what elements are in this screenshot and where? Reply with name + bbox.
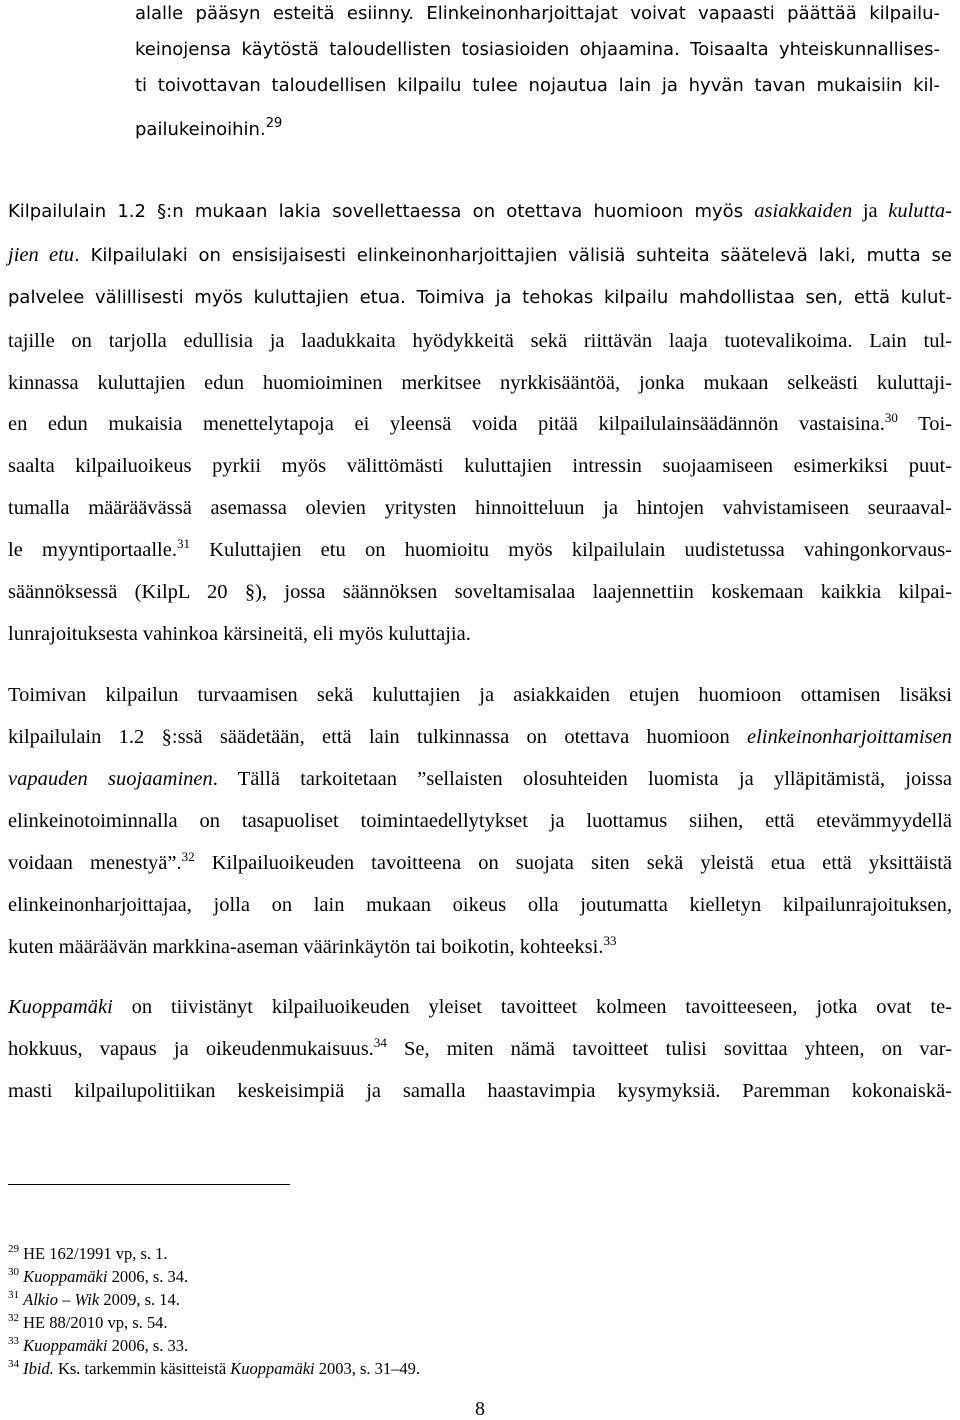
footnote-number: 34 [8, 1358, 19, 1370]
text-run: en edun mukaisia menettelytapoja ei yleensä voida pitää kilpailulainsäädännön vastaisina. [8, 413, 885, 435]
footnote-ref-30[interactable]: 30 [884, 410, 898, 425]
footnote-34 [8, 1359, 420, 1379]
paragraph-1-line-2: keinojensa käytöstä taloudellisten tosiasioiden ohjaamina. Toisaalta yhteiskunnallises- [135, 39, 940, 60]
paragraph-2-line-2 [8, 243, 952, 268]
italic-term: asiakkaiden [754, 200, 853, 222]
footnote-text: HE 88/2010 vp, s. 54. [23, 1313, 168, 1332]
paragraph-2-line-4: tajille on tarjolla edullisia ja laadukkaita hyödykkeitä sekä riittävän laaja tuotevalikoima. Lain tul- [8, 330, 952, 352]
paragraph-2-line-8: tumalla määräävässä asemassa olevien yritysten hinnoitteluun ja hintojen vahvistamiseen seuraaval- [8, 497, 952, 519]
footnote-ref-31[interactable]: 31 [176, 536, 190, 551]
footnote-number: 31 [8, 1289, 19, 1301]
paragraph-1-line-1: alalle pääsyn esteitä esiinny. Elinkeinonharjoittajat voivat vapaasti päättää kilpailu- [135, 3, 940, 24]
paragraph-3-line-1: Toimivan kilpailun turvaamisen sekä kuluttajien ja asiakkaiden etujen huomioon ottamisen lisäksi [8, 684, 952, 706]
page-number: 8 [475, 1398, 485, 1420]
footnote-text: Ks. tarkemmin käsitteistä [53, 1359, 231, 1378]
paragraph-4-line-2 [8, 1037, 952, 1061]
text-run: Kuluttajien etu on huomioitu myös kilpailulain uudistetussa vahingonkorvaus- [189, 539, 953, 561]
text-run: . Kilpailulaki on ensisijaisesti elinkeinonharjoittajien välisiä suhteita säätelevä laki, mutta se [74, 245, 952, 266]
paragraph-2-line-11: lunrajoituksesta vahinkoa kärsineitä, eli myös kuluttajia. [8, 623, 471, 645]
text-run: kuten määräävän markkina-aseman väärinkäytön tai boikotin, kohteeksi. [8, 936, 604, 958]
footnote-number: 33 [8, 1335, 19, 1347]
text-run: kilpailulain 1.2 §:ssä säädetään, että lain tulkinnassa on otettava huomioon [8, 726, 748, 748]
paragraph-3-line-4: elinkeinotoiminnalla on tasapuoliset toimintaedellytykset ja luottamus siihen, että etevämmyydellä [8, 810, 952, 832]
text-run: pailukeinoihin. [135, 119, 266, 140]
paragraph-3-line-3 [8, 767, 952, 791]
footnote-ref-33[interactable]: 33 [603, 933, 617, 948]
text-run: Kilpailuoikeuden tavoitteena on suojata siten sekä yleistä etua että yksittäistä [194, 852, 952, 874]
paragraph-2-line-6 [8, 412, 952, 436]
text-run: . Tällä tarkoitetaan ”sellaisten olosuhteiden luomista ja ylläpitämistä, joissa [212, 768, 952, 790]
paragraph-2-line-1 [8, 199, 952, 224]
italic-term: jien etu [8, 244, 75, 266]
footnote-number: 29 [8, 1243, 19, 1255]
footnote-32 [8, 1313, 168, 1333]
paragraph-2-line-9 [8, 538, 952, 562]
footnote-text: 2006, s. 33. [107, 1336, 189, 1355]
paragraph-3-line-7 [8, 935, 616, 959]
footnote-number: 32 [8, 1312, 19, 1324]
footnote-author: Kuoppamäki [23, 1336, 108, 1355]
footnote-author: Alkio – Wik [23, 1290, 100, 1309]
footnote-29 [8, 1244, 168, 1264]
italic-term: elinkeinonharjoittamisen [747, 726, 952, 748]
paragraph-3-line-6: elinkeinonharjoittajaa, jolla on lain mukaan oikeus olla joutumatta kielletyn kilpailunrajoituksen, [8, 894, 952, 916]
text-run: on tiivistänyt kilpailuoikeuden yleiset tavoitteet kolmeen tavoitteeseen, jotka ovat te- [112, 996, 952, 1018]
paragraph-2-line-10: säännöksessä (KilpL 20 §), jossa säännöksen soveltamisalaa laajennettiin koskemaan kaikkia kilpai- [8, 581, 952, 603]
footnote-ref-29[interactable]: 29 [265, 116, 283, 131]
text-run: hokkuus, vapaus ja oikeudenmukaisuus. [8, 1038, 374, 1060]
footnote-separator [8, 1184, 290, 1185]
text-run: le myyntiportaalle. [8, 539, 177, 561]
footnote-author: Ibid. [23, 1359, 54, 1378]
paragraph-3-line-2 [8, 725, 952, 749]
paragraph-1-line-3: ti toivottavan taloudellisen kilpailu tulee nojautua lain ja hyvän tavan mukaisiin kil- [135, 75, 940, 96]
paragraph-2-line-5: kinnassa kuluttajien edun huomioiminen merkitsee nyrkkisääntöä, jonka mukaan selkeästi kuluttaji- [8, 372, 952, 394]
text-run: voidaan menestyä”. [8, 852, 182, 874]
footnote-30 [8, 1267, 188, 1287]
footnote-ref-32[interactable]: 32 [181, 849, 195, 864]
text-run: Se, miten nämä tavoitteet tulisi sovittaa yhteen, on var- [386, 1038, 952, 1060]
italic-term: kulutta- [888, 200, 953, 222]
paragraph-4-line-1 [8, 995, 952, 1019]
paragraph-2-line-7: saalta kilpailuoikeus pyrkii myös välittömästi kuluttajien intressin suojaamiseen esimerkiksi puut- [8, 455, 952, 477]
italic-term: Kuoppamäki [8, 996, 113, 1018]
text-run: ja [852, 200, 889, 222]
text-run: Toi- [897, 413, 953, 435]
text-run: Kilpailulain 1.2 §:n mukaan lakia sovellettaessa on otettava huomioon myös [8, 201, 755, 222]
footnote-text: HE 162/1991 vp, s. 1. [23, 1244, 168, 1263]
paragraph-3-line-5 [8, 851, 952, 875]
paragraph-2-line-3: palvelee välillisesti myös kuluttajien etua. Toimiva ja tehokas kilpailu mahdollistaa sen, että kulut- [8, 287, 952, 308]
footnote-31 [8, 1290, 180, 1310]
footnote-text: 2009, s. 14. [99, 1290, 180, 1309]
footnote-33 [8, 1336, 188, 1356]
paragraph-4-line-3: masti kilpailupolitiikan keskeisimpiä ja samalla haastavimpia kysymyksiä. Paremman kokonaiskä- [8, 1080, 952, 1102]
footnote-author: Kuoppamäki [23, 1267, 108, 1286]
paragraph-1-line-4 [135, 118, 282, 142]
italic-term: vapauden suojaaminen [8, 768, 213, 790]
footnote-author: Kuoppamäki [230, 1359, 315, 1378]
footnote-text: 2003, s. 31–49. [314, 1359, 421, 1378]
footnote-ref-34[interactable]: 34 [373, 1035, 387, 1050]
footnote-text: 2006, s. 34. [107, 1267, 189, 1286]
footnote-number: 30 [8, 1266, 19, 1278]
